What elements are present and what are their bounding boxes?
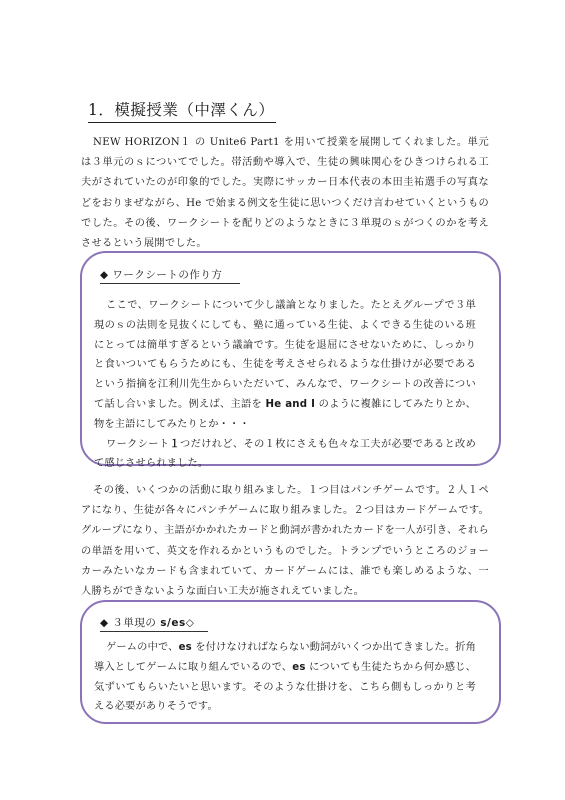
intro-paragraph: NEW HORIZON１ の Unite6 Part1 を用いて授業を展開してくれました。単元は３単元のｓについてでした。帯活動や導入で、生徒の興味関心をひきつけられる工夫がされていたのが印象的でした。実際にサッカー日本代表の本田圭祐選手の写真などをおりまぜながら、He で始まる例文を生徒に思いつくだけ言わせていくというものでした。その後、ワークシートを配りどのようなときに３単現のｓがつくのかを考えさせるという展開でした。 bbox=[81, 137, 489, 250]
s-es-note-title bbox=[100, 615, 208, 632]
text-run: についても生徒たちから何か感じ、気ずいてもらいたいと思います。そのような仕掛けを、こちら側もしっかりと考える必要がありそうです。 bbox=[94, 661, 476, 713]
worksheet-note-box bbox=[80, 251, 501, 470]
worksheet-note-paragraph-1 bbox=[94, 296, 476, 435]
text-run: のように複雑にしてみたりとか、物を主語にしてみたりとか・・・ bbox=[94, 398, 477, 430]
s-es-note-body bbox=[94, 638, 476, 717]
text-run: ここで、ワークシートについて少し議論となりました。たとえグループで３単現のｓの法則を見抜くにしても、塾に通っている生徒、よくできる生徒のいる班にとっては簡単すぎるという議論です。生徒を退屈にさせないために、しっかりと食いついてもらうためにも、生徒を考えさせられるような仕掛けが必要であるという指摘を江利川先生からいただいて、みんなで、ワークシートの改善について話し合いました。例えば、主語を bbox=[94, 300, 476, 410]
s-es-note-paragraph bbox=[94, 638, 476, 717]
text-run: ◇ bbox=[185, 617, 195, 629]
bold-text-run: es bbox=[178, 642, 192, 653]
text-run: を付けなければならない動詞がいくつか出てきました。折角導入としてゲームに取り組んでいるので、 bbox=[94, 642, 476, 673]
text-run: ゲームの中で、 bbox=[106, 642, 179, 653]
bold-text-run: s/es bbox=[160, 617, 186, 629]
bold-text-run: １ bbox=[169, 438, 181, 450]
section-heading: 1．模擬授業（中澤くん） bbox=[88, 98, 276, 123]
s-es-note-box bbox=[80, 600, 501, 724]
bold-text-run: es bbox=[292, 661, 306, 673]
worksheet-note-body bbox=[94, 296, 476, 474]
bold-text-run: He and I bbox=[265, 398, 316, 410]
text-run: ◆ ３単現の bbox=[100, 617, 161, 629]
text-run: ワークシート bbox=[106, 438, 170, 450]
worksheet-note-title: ◆ ワークシートの作り方 bbox=[100, 267, 240, 284]
text-run: つだけれど、その１枚にさえも色々な工夫が必要であると改めて感じさせられました。 bbox=[94, 438, 476, 470]
activities-paragraph: その後、いくつかの活動に取り組みました。１つ目はパンチゲームです。２人１ペアになり、生徒が各々にパンチゲームに取り組みました。２つ目はカードゲームです。グループになり、主語がかかれたカードと動詞が書かれたカードを一人が引き、それらの単語を用いて、英文を作れるかというものでした。トランプでいうところのジョーカーみたいなカードも含まれていて、カードゲームには、誰でも楽しめるような、一人勝ちができないような面白い工夫が施されえていました。 bbox=[81, 485, 489, 598]
worksheet-note-paragraph-2 bbox=[94, 435, 476, 475]
